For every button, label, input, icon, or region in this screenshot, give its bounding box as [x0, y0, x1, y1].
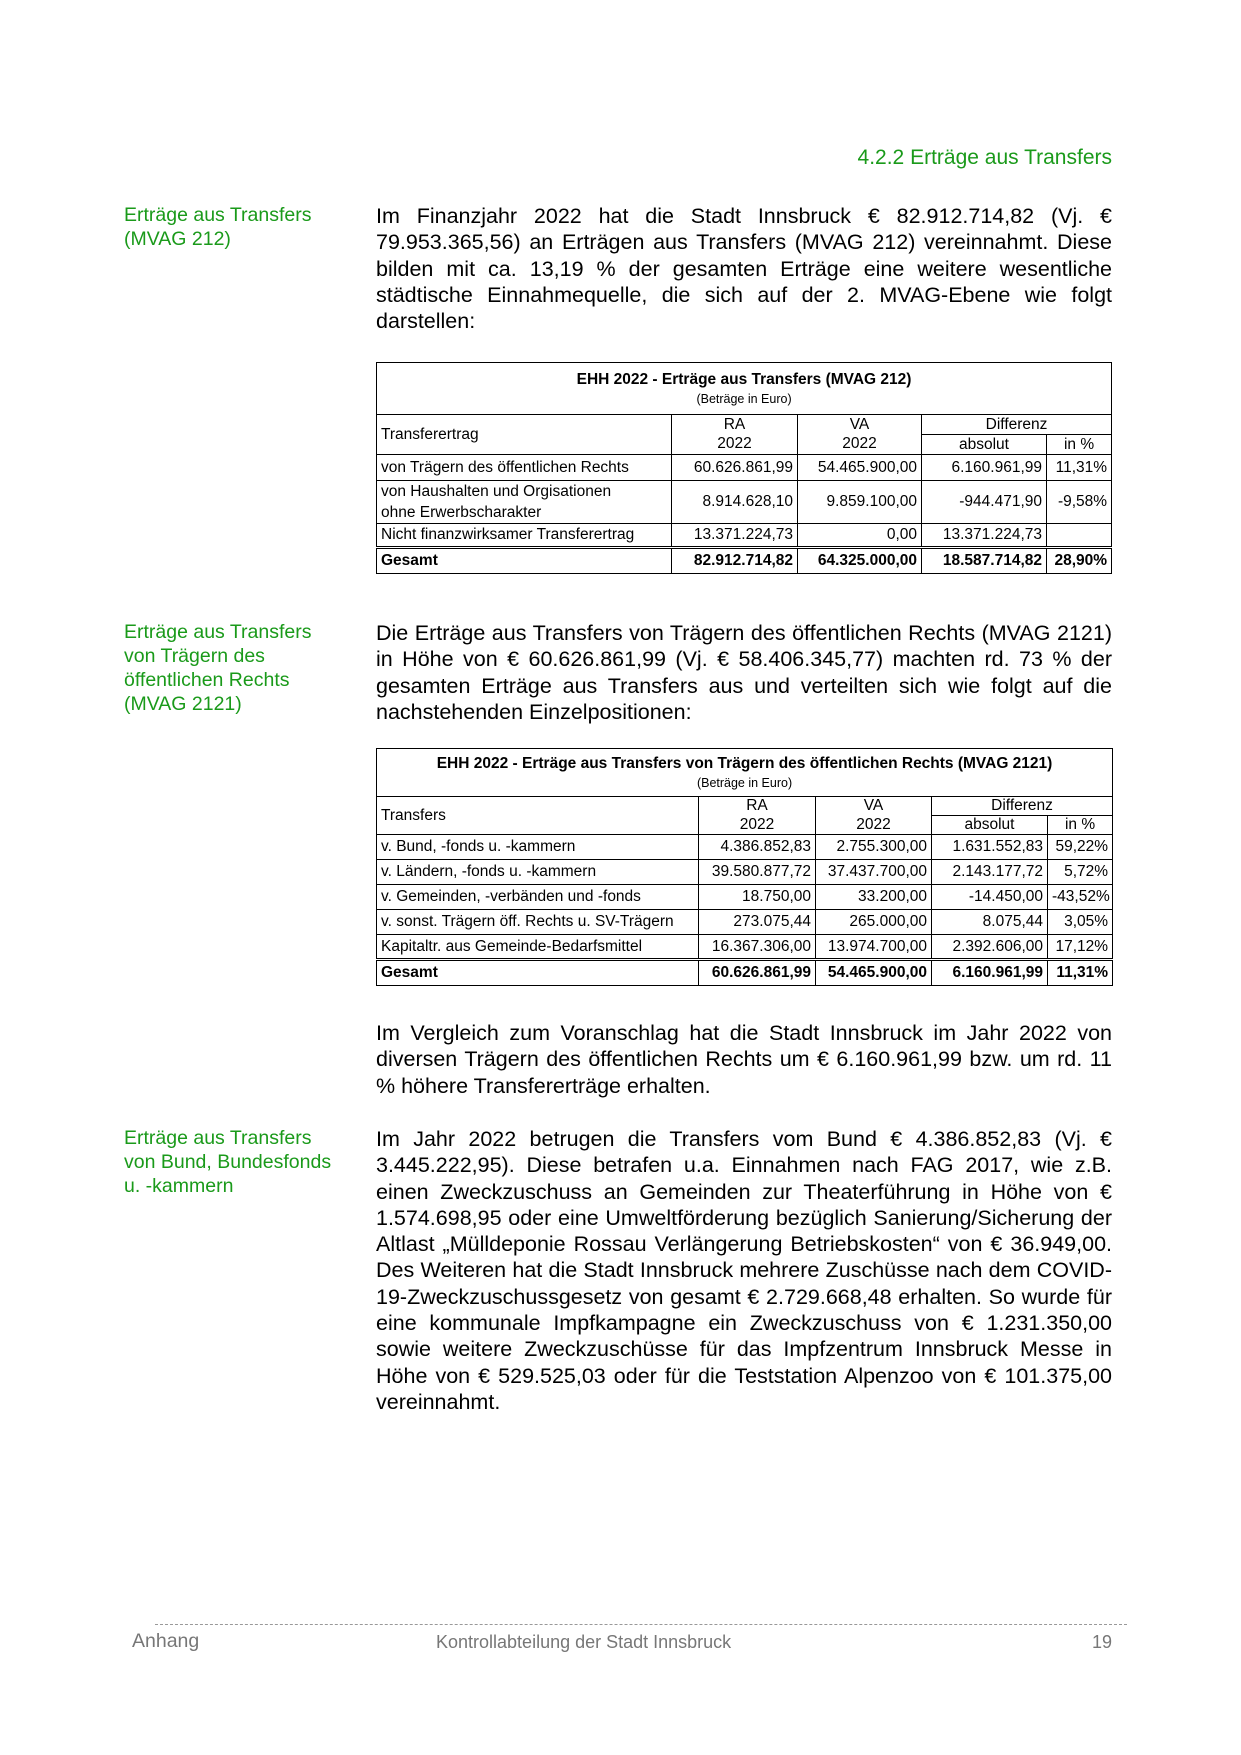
- column-header-year: 2022: [798, 435, 922, 455]
- footer-center: Kontrollabteilung der Stadt Innsbruck: [436, 1632, 732, 1652]
- table-caption: [377, 363, 1112, 415]
- cell-va: 13.974.700,00: [816, 935, 932, 960]
- table-subtitle: (Beträge in Euro): [696, 776, 793, 790]
- cell-absolut: 2.143.177,72: [932, 860, 1048, 885]
- row-label: Kapitaltr. aus Gemeinde-Bedarfsmittel: [377, 935, 699, 960]
- cell-percent: -9,58%: [1047, 481, 1112, 524]
- cell-percent: 5,72%: [1048, 860, 1113, 885]
- table-total-row: [377, 960, 1113, 986]
- side-label-line: Erträge aus Transfers: [124, 621, 312, 643]
- table-caption: [377, 749, 1113, 797]
- total-va: 64.325.000,00: [798, 548, 922, 574]
- cell-percent: [1047, 524, 1112, 548]
- side-label-line: von Trägern des: [124, 645, 265, 667]
- total-ra: 82.912.714,82: [672, 548, 798, 574]
- row-label-line: ohne Erwerbscharakter: [381, 504, 542, 521]
- column-header-year: 2022: [672, 435, 798, 455]
- table-title: EHH 2022 - Erträge aus Transfers von Trägern des öffentlichen Rechts (MVAG 2121): [436, 755, 1053, 772]
- cell-absolut: 6.160.961,99: [922, 455, 1047, 481]
- cell-absolut: 2.392.606,00: [932, 935, 1048, 960]
- row-label: von Trägern des öffentlichen Rechts: [377, 455, 672, 481]
- cell-va: 54.465.900,00: [798, 455, 922, 481]
- cell-percent: 59,22%: [1048, 835, 1113, 860]
- column-header-label: Transferertrag: [377, 415, 672, 455]
- side-label-mvag-2121: [124, 620, 354, 716]
- total-percent: 11,31%: [1048, 960, 1113, 986]
- table-row: [377, 455, 1112, 481]
- total-ra: 60.626.861,99: [699, 960, 816, 986]
- table-transfers-mvag-212: [376, 362, 1112, 574]
- cell-ra: 13.371.224,73: [672, 524, 798, 548]
- column-header-year: 2022: [699, 816, 816, 835]
- paragraph-bund-transfers: Im Jahr 2022 betrugen die Transfers vom Bund € 4.386.852,83 (Vj. € 3.445.222,95). Diese betrafen u.a. Einnahmen nach FAG 2017, wie z.B. einen Zweckzuschuss an Gemeinden zur Theaterführung in Höhe von € 1.574.698,95 oder eine Umweltförderung bezüglich Sanierung/Sicherung der Altlast „Mülldeponie Rossau Verlängerung Betriebskosten“ von € 36.949,00. Des Weiteren hat die Stadt Innsbruck mehrere Zuschüsse nach dem COVID-19-Zweckzuschussgesetz von gesamt € 2.729.668,48 erhalten. So wurde für eine kommunale Impfkampagne ein Zweckzuschuss von € 1.231.350,00 sowie weitere Zweckzuschüsse für das Impfzentrum Innsbruck Messe in Höhe von € 529.525,03 oder für die Teststation Alpenzoo von € 101.375,00 vereinnahmt.: [376, 1127, 1112, 1414]
- table-subtitle: (Beträge in Euro): [696, 392, 792, 406]
- page-number: 19: [1091, 1632, 1112, 1652]
- cell-percent: 11,31%: [1047, 455, 1112, 481]
- row-label: v. sonst. Trägern öff. Rechts u. SV-Trägern: [377, 910, 699, 935]
- cell-ra: 8.914.628,10: [672, 481, 798, 524]
- column-header-absolut: absolut: [932, 816, 1048, 835]
- footer-divider: [155, 1624, 1127, 1625]
- table-row: [377, 910, 1113, 935]
- total-percent: 28,90%: [1047, 548, 1112, 574]
- paragraph-intro: Im Finanzjahr 2022 hat die Stadt Innsbruck € 82.912.714,82 (Vj. € 79.953.365,56) an Erträgen aus Transfers (MVAG 212) vereinnahmt. Diese bilden mit ca. 13,19 % der gesamten Erträge eine weitere wesentliche städtische Einnahmequelle, die sich auf der 2. MVAG-Ebene wie folgt darstellen:: [376, 204, 1112, 334]
- table-row: [377, 524, 1112, 548]
- column-header-label: Transfers: [377, 797, 699, 835]
- table-transfers-mvag-2121: [376, 748, 1113, 986]
- side-label-line: (MVAG 2121): [124, 693, 242, 715]
- total-label: Gesamt: [377, 960, 699, 986]
- column-header-year: 2022: [816, 816, 932, 835]
- cell-percent: 3,05%: [1048, 910, 1113, 935]
- cell-va: 33.200,00: [816, 885, 932, 910]
- column-header-differenz: Differenz: [922, 415, 1112, 435]
- table-row: [377, 885, 1113, 910]
- cell-ra: 39.580.877,72: [699, 860, 816, 885]
- paragraph-oeffentliche-traeger: Die Erträge aus Transfers von Trägern des öffentlichen Rechts (MVAG 2121) in Höhe von € 60.626.861,99 (Vj. € 58.406.345,77) machten rd. 73 % der gesamten Erträge aus Transfers aus und verteilten sich wie folgt auf die nachstehenden Einzelpositionen:: [376, 621, 1112, 724]
- cell-va: 0,00: [798, 524, 922, 548]
- table-row: [377, 481, 1112, 524]
- row-label-line: von Haushalten und Orgisationen: [381, 483, 612, 500]
- row-label: v. Gemeinden, -verbänden und -fonds: [377, 885, 699, 910]
- cell-va: 2.755.300,00: [816, 835, 932, 860]
- cell-ra: 60.626.861,99: [672, 455, 798, 481]
- side-label-line: u. -kammern: [124, 1175, 234, 1197]
- row-label: [377, 481, 672, 524]
- row-label: Nicht finanzwirksamer Transferertrag: [377, 524, 672, 548]
- column-header-va: VA: [816, 797, 932, 816]
- total-label: Gesamt: [377, 548, 672, 574]
- column-header-percent: in %: [1047, 435, 1112, 455]
- side-label-bund: [124, 1126, 354, 1198]
- column-header-va: VA: [798, 415, 922, 435]
- paragraph-voranschlag-vergleich: Im Vergleich zum Voranschlag hat die Stadt Innsbruck im Jahr 2022 von diversen Trägern des öffentlichen Rechts um € 6.160.961,99 bzw. um rd. 11 % höhere Transfererträge erhalten.: [376, 1021, 1112, 1098]
- column-header-absolut: absolut: [922, 435, 1047, 455]
- cell-ra: 273.075,44: [699, 910, 816, 935]
- side-label-line: von Bund, Bundesfonds: [124, 1151, 332, 1173]
- cell-absolut: -944.471,90: [922, 481, 1047, 524]
- side-label-line: Erträge aus Transfers: [124, 1127, 312, 1149]
- cell-percent: -43,52%: [1048, 885, 1113, 910]
- table-row: [377, 835, 1113, 860]
- table-row: [377, 935, 1113, 960]
- footer-left: Anhang: [132, 1630, 200, 1652]
- cell-absolut: 1.631.552,83: [932, 835, 1048, 860]
- cell-ra: 18.750,00: [699, 885, 816, 910]
- table-row: [377, 860, 1113, 885]
- cell-va: 265.000,00: [816, 910, 932, 935]
- column-header-percent: in %: [1048, 816, 1113, 835]
- cell-absolut: -14.450,00: [932, 885, 1048, 910]
- cell-ra: 4.386.852,83: [699, 835, 816, 860]
- row-label: v. Ländern, -fonds u. -kammern: [377, 860, 699, 885]
- cell-va: 37.437.700,00: [816, 860, 932, 885]
- column-header-ra: RA: [672, 415, 798, 435]
- cell-percent: 17,12%: [1048, 935, 1113, 960]
- cell-ra: 16.367.306,00: [699, 935, 816, 960]
- cell-absolut: 8.075,44: [932, 910, 1048, 935]
- side-label-line: (MVAG 212): [124, 228, 231, 250]
- table-total-row: [377, 548, 1112, 574]
- side-label-line: Erträge aus Transfers: [124, 204, 312, 226]
- cell-absolut: 13.371.224,73: [922, 524, 1047, 548]
- section-heading: 4.2.2 Erträge aus Transfers: [857, 146, 1112, 169]
- row-label: v. Bund, -fonds u. -kammern: [377, 835, 699, 860]
- side-label-mvag-212: [124, 203, 354, 251]
- total-absolut: 6.160.961,99: [932, 960, 1048, 986]
- total-va: 54.465.900,00: [816, 960, 932, 986]
- column-header-ra: RA: [699, 797, 816, 816]
- table-title: EHH 2022 - Erträge aus Transfers (MVAG 212): [576, 371, 912, 388]
- side-label-line: öffentlichen Rechts: [124, 669, 290, 691]
- total-absolut: 18.587.714,82: [922, 548, 1047, 574]
- column-header-differenz: Differenz: [932, 797, 1113, 816]
- cell-va: 9.859.100,00: [798, 481, 922, 524]
